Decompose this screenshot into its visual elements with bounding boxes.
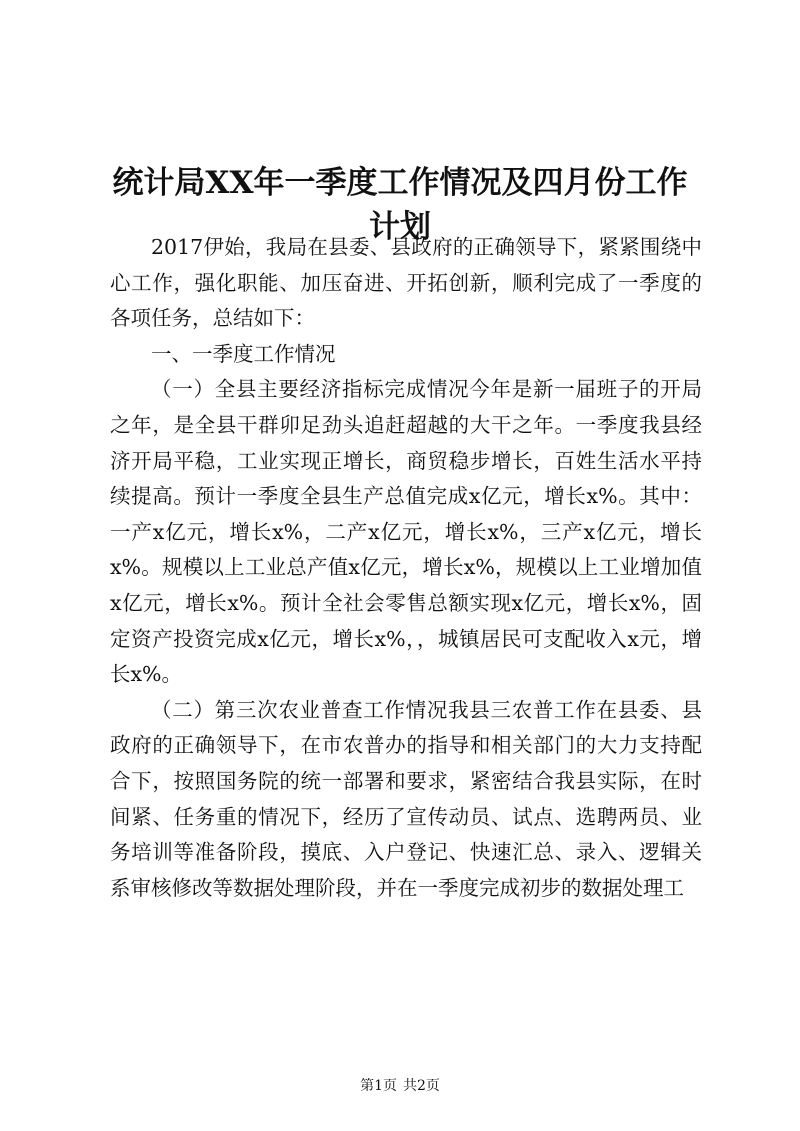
page-footer xyxy=(0,1076,800,1096)
document-title: 统计局XX年一季度工作情况及四月份工作计划 xyxy=(112,164,688,245)
document-body xyxy=(110,230,702,906)
economic-indicators-paragraph: （一）全县主要经济指标完成情况今年是新一届班子的开局之年，是全县干群卯足劲头追赶超越的大干之年。一季度我县经济开局平稳，工业实现正增长，商贸稳步增长，百姓生活水平持续提高。预计一季度全县生产总值完成x亿元，增长x%。其中：一产x亿元，增长x%，二产x亿元，增长x%，三产x亿元，增长x%。规模以上工业总产值x亿元，增长x%，规模以上工业增加值x亿元，增长x%。预计全社会零售总额实现x亿元，增长x%，固定资产投资完成x亿元，增长x%，，城镇居民可支配收入x元，增长x%。 xyxy=(110,377,702,687)
intro-paragraph: 2017伊始，我局在县委、县政府的正确领导下，紧紧围绕中心工作，强化职能、加压奋进、开拓创新，顺利完成了一季度的各项任务，总结如下： xyxy=(110,235,702,331)
section-heading: 一、一季度工作情况 xyxy=(151,341,336,366)
agricultural-census-paragraph: （二）第三次农业普查工作情况我县三农普工作在县委、县政府的正确领导下，在市农普办的指导和相关部门的大力支持配合下，按照国务院的统一部署和要求，紧密结合我县实际，在时间紧、任务重的情况下，经历了宣传动员、试点、选聘两员、业务培训等准备阶段，摸底、入户登记、快速汇总、录入、逻辑关系审核修改等数据处理阶段，并在一季度完成初步的数据处理工 xyxy=(110,697,702,900)
page-number: 第1页 xyxy=(360,1078,397,1094)
page-total: 共2页 xyxy=(403,1078,440,1094)
